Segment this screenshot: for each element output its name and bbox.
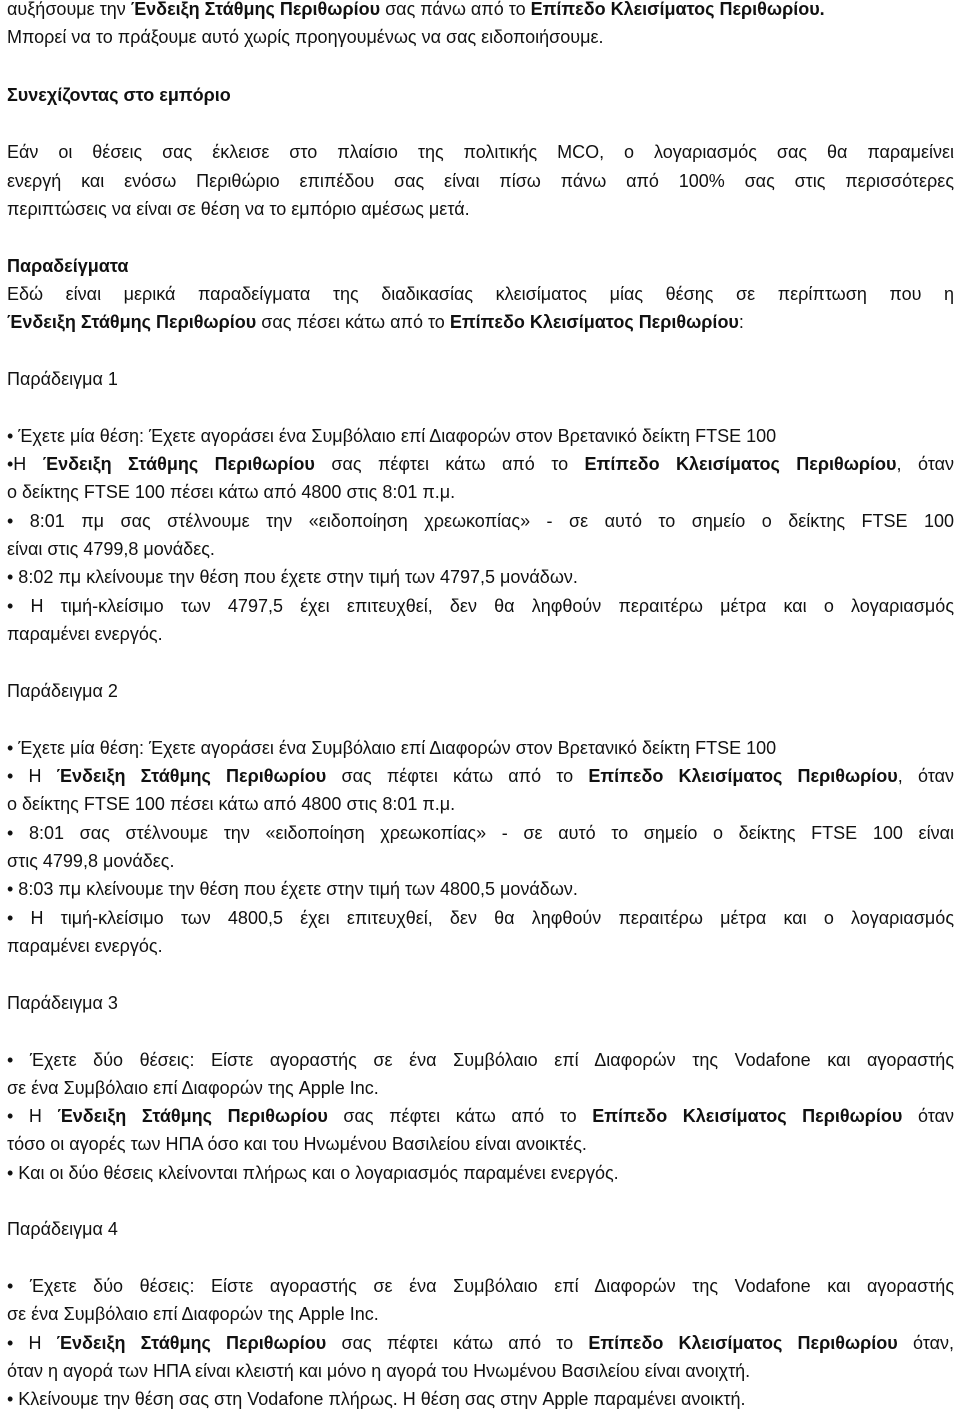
bold-term: Ένδειξη Στάθμης Περιθωρίου [56, 1333, 327, 1353]
bullet-continuation: σε ένα Συμβόλαιο επί Διαφορών της Apple Inc. [7, 1304, 379, 1324]
paragraph-line: περιπτώσεις να είναι σε θέση να το εμπόριο αμέσως μετά. [7, 199, 470, 219]
intro-line-1 [7, 0, 954, 20]
paragraph-line: Εδώ είναι μερικά παραδείγματα της διαδικασίας κλεισίματος μίας θέσης σε περίπτωση που η [7, 284, 954, 304]
bullet-item [7, 1332, 954, 1354]
bullet-item: • 8:02 πμ κλείνουμε την θέση που έχετε στην τιμή των 4797,5 μονάδων. [7, 567, 578, 587]
bullet-continuation: παραμένει ενεργός. [7, 624, 163, 644]
bullet-item [7, 453, 954, 475]
text: , όταν [897, 766, 954, 786]
bullet-continuation: είναι στις 4799,8 μονάδες. [7, 539, 215, 559]
text: σας πέσει κάτω από το [256, 312, 450, 332]
bullet-item: • Η τιμή-κλείσιμο των 4800,5 έχει επιτευχθεί, δεν θα ληφθούν περαιτέρω μέτρα και ο λογαριασμός [7, 908, 954, 928]
bullet-item: • Έχετε δύο θέσεις: Είστε αγοραστής σε ένα Συμβόλαιο επί Διαφορών της Vodafone και αγοραστής [7, 1050, 954, 1070]
bullet-continuation: στις 4799,8 μονάδες. [7, 851, 175, 871]
intro-line-2: Μπορεί να το πράξουμε αυτό χωρίς προηγουμένως να σας ειδοποιήσουμε. [7, 27, 604, 47]
text: σας πέφτει κάτω από το [314, 454, 585, 474]
example-1-title: Παράδειγμα 1 [7, 369, 118, 389]
bold-term: Ένδειξη Στάθμης Περιθωρίου [42, 454, 315, 474]
paragraph-line: Εάν οι θέσεις σας έκλεισε στο πλαίσιο της πολιτικής MCO, ο λογαριασμός σας θα παραμείνει [7, 142, 954, 162]
bullet-continuation: παραμένει ενεργός. [7, 936, 163, 956]
paragraph-line: ενεργή και ενόσω Περιθώριο επιπέδου σας είναι πίσω πάνω από 100% σας στις περισσότερες [7, 171, 954, 191]
text: •Η [7, 454, 43, 474]
text: όταν, [897, 1333, 954, 1353]
text: , όταν [896, 454, 954, 474]
example-4-title: Παράδειγμα 4 [7, 1219, 118, 1239]
bullet-continuation: όταν η αγορά των ΗΠΑ είναι κλειστή και μόνο η αγορά του Ηνωμένου Βασιλείου είναι ανοιχτή. [7, 1361, 751, 1381]
bold-term: Επίπεδο Κλεισίματος Περιθωρίου [592, 1106, 903, 1126]
bullet-item: • Έχετε μία θέση: Έχετε αγοράσει ένα Συμβόλαιο επί Διαφορών στον Βρετανικό δείκτη FTSE 100 [7, 738, 777, 758]
bullet-item: • 8:01 σας στέλνουμε την «ειδοποίηση χρεωκοπίας» - σε αυτό το σημείο ο δείκτης FTSE 100 είναι [7, 823, 954, 843]
bold-term: Επίπεδο Κλεισίματος Περιθωρίου [588, 766, 898, 786]
bold-term: Επίπεδο Κλεισίματος Περιθωρίου [588, 1333, 898, 1353]
text: σας πέφτει κάτω από το [327, 1106, 593, 1126]
bullet-continuation: σε ένα Συμβόλαιο επί Διαφορών της Apple Inc. [7, 1078, 379, 1098]
bold-term: Ένδειξη Στάθμης Περιθωρίου [7, 312, 257, 332]
text: σας πέφτει κάτω από το [326, 1333, 589, 1353]
bullet-item: • 8:01 πμ σας στέλνουμε την «ειδοποίηση χρεωκοπίας» - σε αυτό το σημείο ο δείκτης FTSE 100 [7, 511, 954, 531]
example-3-title: Παράδειγμα 3 [7, 993, 118, 1013]
text: : [738, 312, 744, 332]
text: όταν [902, 1106, 954, 1126]
text: σας πέφτει κάτω από το [326, 766, 589, 786]
text: αυξήσουμε την [7, 0, 131, 19]
text: σας πάνω από το [380, 0, 531, 19]
text: • Η [7, 766, 57, 786]
bullet-item: • Έχετε δύο θέσεις: Είστε αγοραστής σε ένα Συμβόλαιο επί Διαφορών της Vodafone και αγοραστής [7, 1276, 954, 1296]
bold-term: Επίπεδο Κλεισίματος Περιθωρίου [449, 312, 739, 332]
bold-term: Ένδειξη Στάθμης Περιθωρίου [130, 0, 381, 19]
example-2-title: Παράδειγμα 2 [7, 681, 118, 701]
text: • Η [7, 1333, 57, 1353]
bullet-item: • Και οι δύο θέσεις κλείνονται πλήρως και ο λογαριασμός παραμένει ενεργός. [7, 1163, 619, 1183]
bold-term: Επίπεδο Κλεισίματος Περιθωρίου [584, 454, 897, 474]
text: • Η [7, 1106, 58, 1126]
bullet-continuation: τόσο οι αγορές των ΗΠΑ όσο και του Ηνωμένου Βασιλείου είναι ανοικτές. [7, 1134, 587, 1154]
bullet-item: • Κλείνουμε την θέση σας στη Vodafone πλήρως. Η θέση σας στην Apple παραμένει ανοικτή. [7, 1389, 746, 1409]
bullet-item: • 8:03 πμ κλείνουμε την θέση που έχετε στην τιμή των 4800,5 μονάδων. [7, 879, 578, 899]
bold-term: Επίπεδο Κλεισίματος Περιθωρίου. [530, 0, 825, 19]
bullet-item [7, 765, 954, 787]
bullet-continuation: ο δείκτης FTSE 100 πέσει κάτω από 4800 στις 8:01 π.μ. [7, 482, 456, 502]
bullet-continuation: ο δείκτης FTSE 100 πέσει κάτω από 4800 στις 8:01 π.μ. [7, 794, 456, 814]
bullet-item: • Έχετε μία θέση: Έχετε αγοράσει ένα Συμβόλαιο επί Διαφορών στον Βρετανικό δείκτη FTSE 100 [7, 426, 777, 446]
paragraph-line [7, 311, 954, 333]
bullet-item: • Η τιμή-κλείσιμο των 4797,5 έχει επιτευχθεί, δεν θα ληφθούν περαιτέρω μέτρα και ο λογαριασμός [7, 596, 954, 616]
bold-term: Ένδειξη Στάθμης Περιθωρίου [57, 1106, 328, 1126]
bold-term: Ένδειξη Στάθμης Περιθωρίου [56, 766, 327, 786]
section-heading-continue: Συνεχίζοντας στο εμπόριο [7, 85, 231, 105]
bullet-item [7, 1105, 954, 1127]
section-heading-examples: Παραδείγματα [7, 256, 129, 276]
